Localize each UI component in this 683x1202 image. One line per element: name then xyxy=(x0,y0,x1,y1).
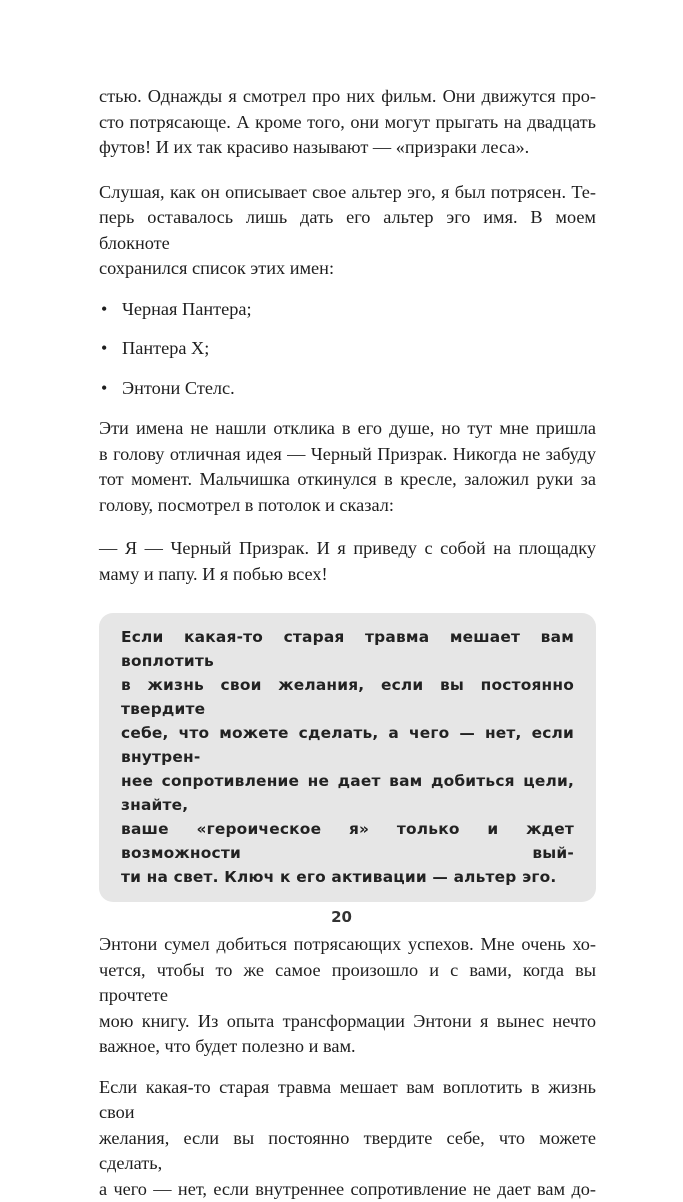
text-line: важное, что будет полезно и вам. xyxy=(99,1034,596,1060)
page-body xyxy=(99,84,596,1202)
text-line: в голову отличная идея — Черный Призрак. Никогда не забуду xyxy=(99,442,596,468)
text-line: футов! И их так красиво называют — «призраки леса». xyxy=(99,135,596,161)
text-line: нее сопротивление не дает вам добиться цели, знайте, xyxy=(121,769,574,817)
bullet-icon: • xyxy=(101,297,107,323)
text-line: мою книгу. Из опыта трансформации Энтони я вынес нечто xyxy=(99,1009,596,1035)
text-line: Энтони сумел добиться потрясающих успехов. Мне очень хо- xyxy=(99,932,596,958)
text-line: чется, чтобы то же самое произошло и с вами, когда вы прочтете xyxy=(99,958,596,1009)
bullet-icon: • xyxy=(101,376,107,402)
callout-text xyxy=(121,625,574,889)
list-item-text: Энтони Стелс. xyxy=(122,378,235,398)
paragraph-6 xyxy=(99,1075,596,1202)
names-list xyxy=(99,297,596,402)
text-line: ваше «героическое я» только и ждет возможности вый- xyxy=(121,817,574,865)
text-line: Слушая, как он описывает свое альтер эго, я был потрясен. Те- xyxy=(99,180,596,206)
page-number: 20 xyxy=(0,908,683,926)
list-item xyxy=(99,376,596,402)
text-line: стью. Однажды я смотрел про них фильм. Они движутся про- xyxy=(99,84,596,110)
text-line: сто потрясающе. А кроме того, они могут прыгать на двадцать xyxy=(99,110,596,136)
text-line: Если какая-то старая травма мешает вам воплотить xyxy=(121,625,574,673)
text-line: желания, если вы постоянно твердите себе, что можете сделать, xyxy=(99,1126,596,1177)
list-item-text: Пантера Х; xyxy=(122,338,209,358)
text-line: — Я — Черный Призрак. И я приведу с собой на площадку xyxy=(99,536,596,562)
text-line: Эти имена не нашли отклика в его душе, но тут мне пришла xyxy=(99,416,596,442)
paragraph-5 xyxy=(99,932,596,1060)
list-item xyxy=(99,297,596,323)
paragraph-3 xyxy=(99,416,596,518)
paragraph-2 xyxy=(99,180,596,282)
paragraph-4-dialogue xyxy=(99,536,596,587)
text-line: голову, посмотрел в потолок и сказал: xyxy=(99,493,596,519)
text-line: себе, что можете сделать, а чего — нет, если внутрен- xyxy=(121,721,574,769)
text-line: маму и папу. И я побью всех! xyxy=(99,562,596,588)
text-line: перь оставалось лишь дать его альтер эго имя. В моем блокноте xyxy=(99,205,596,256)
text-line: ти на свет. Ключ к его активации — альтер эго. xyxy=(121,865,574,889)
paragraph-1 xyxy=(99,84,596,161)
text-line: Если какая-то старая травма мешает вам воплотить в жизнь свои xyxy=(99,1075,596,1126)
text-line: в жизнь свои желания, если вы постоянно твердите xyxy=(121,673,574,721)
bullet-icon: • xyxy=(101,336,107,362)
text-line: а чего — нет, если внутреннее сопротивление не дает вам до- xyxy=(99,1177,596,1202)
text-line: тот момент. Мальчишка откинулся в кресле, заложил руки за xyxy=(99,467,596,493)
text-line: сохранился список этих имен: xyxy=(99,256,596,282)
list-item xyxy=(99,336,596,362)
callout-box xyxy=(99,613,596,902)
list-item-text: Черная Пантера; xyxy=(122,299,252,319)
